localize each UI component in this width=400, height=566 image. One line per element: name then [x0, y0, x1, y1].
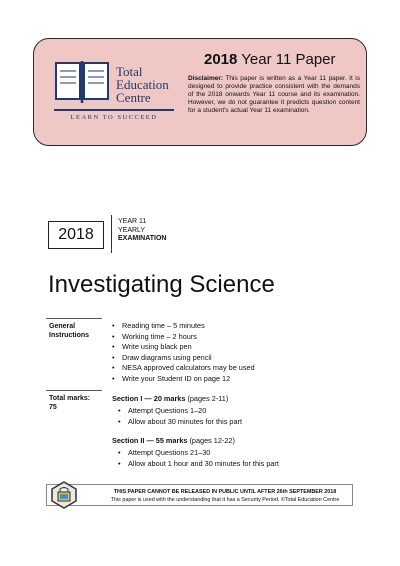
exam-type: [118, 218, 166, 244]
security-footer: [46, 484, 353, 506]
list-item: • Attempt Questions 1–20: [118, 406, 242, 417]
footer-security-notice: This paper is used with the understanding that it has a Security Period. ©Total Education Centre: [110, 497, 340, 503]
paper-label: Year 11 Paper: [241, 51, 336, 68]
list-item: • NESA approved calculators may be used: [112, 363, 255, 374]
security-seal-icon: [50, 481, 78, 509]
section-1-pages: (pages 2-11): [185, 394, 229, 403]
exam-line-2: YEARLY: [118, 226, 146, 234]
section-1-title: Section I — 20 marks: [112, 394, 186, 403]
general-label-line-2: Instructions: [49, 332, 90, 339]
section-2-list: [118, 448, 279, 469]
marks-rule: [46, 390, 102, 391]
total-marks-label: [49, 394, 90, 412]
section-2-heading: [112, 436, 235, 445]
exam-line-3: EXAMINATION: [118, 235, 167, 242]
section-1-heading: [112, 394, 228, 403]
disclaimer-text: This paper is written as a Year 11 paper. It is designed to provide practice consistent with the demands of the 2018 onwards Year 11 course and its examination. However, we do not guarantee it predicts question content for a student's actual Year 11 examination.: [188, 75, 360, 115]
paper-title: [204, 51, 336, 68]
list-item: • Allow about 30 minutes for this part: [118, 417, 242, 428]
general-label: [49, 322, 89, 340]
logo-name-line-1: Total: [116, 64, 143, 79]
total-marks-label-line-1: Total marks:: [49, 395, 91, 402]
list-item: • Attempt Questions 21–30: [118, 448, 279, 459]
list-item: • Working time – 2 hours: [112, 332, 255, 343]
logo: [54, 59, 204, 139]
list-item: • Allow about 1 hour and 30 minutes for this part: [118, 459, 279, 470]
book-icon: [54, 59, 112, 109]
disclaimer: [188, 75, 360, 115]
list-item: • Draw diagrams using pencil: [112, 353, 255, 364]
logo-name-line-2: Education: [116, 77, 169, 92]
disclaimer-label: Disclaimer:: [188, 75, 224, 82]
footer-release-notice: THIS PAPER CANNOT BE RELEASED IN PUBLIC UNTIL AFTER 26th SEPTEMBER 2018: [113, 489, 337, 495]
list-item: • Reading time – 5 minutes: [112, 321, 255, 332]
paper-year: 2018: [204, 51, 238, 68]
list-item: • Write using black pen: [112, 342, 255, 353]
general-label-line-1: General: [49, 323, 76, 330]
logo-name-line-3: Centre: [116, 90, 151, 105]
header-banner: [33, 38, 367, 146]
logo-rule: [54, 109, 174, 111]
subject-title: Investigating Science: [48, 271, 275, 298]
section-2-pages: (pages 12-22): [187, 436, 235, 445]
exam-year-box: 2018: [48, 221, 104, 249]
divider: [111, 215, 112, 253]
section-1-list: [118, 406, 242, 427]
general-instructions-list: [112, 321, 255, 385]
logo-tagline: LEARN TO SUCCEED: [70, 114, 158, 121]
exam-line-1: YEAR 11: [118, 218, 147, 225]
general-rule: [46, 318, 102, 319]
total-marks-value: 75: [49, 404, 57, 411]
list-item: • Write your Student ID on page 12: [112, 374, 255, 385]
section-2-title: Section II — 55 marks: [112, 436, 188, 445]
